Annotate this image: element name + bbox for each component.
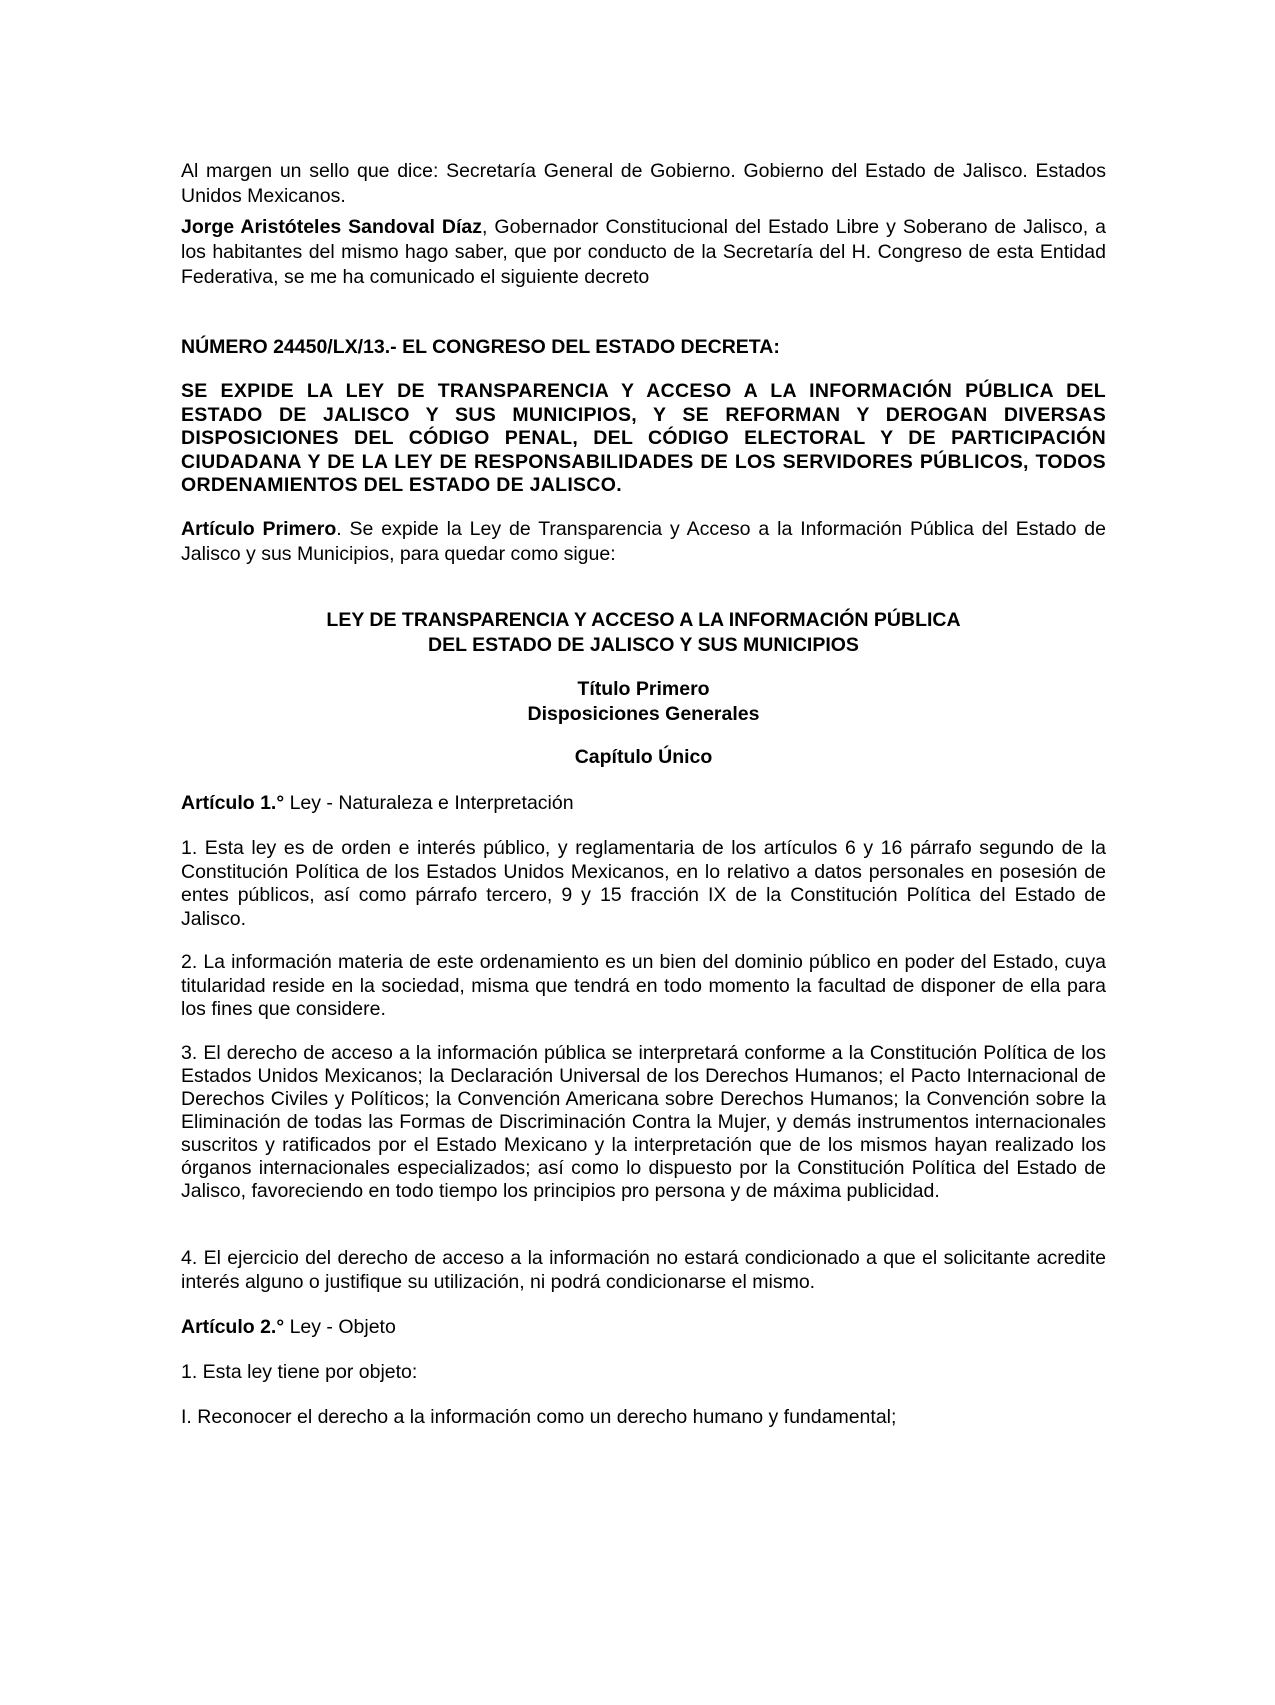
article-1-paragraph-4: 4. El ejercicio del derecho de acceso a la información no estará condicionado a que el solicitante acredite interés alguno o justifique su utilización, ni podrá condicionarse el mismo. — [181, 1247, 1106, 1293]
capitulo-heading: Capítulo Único — [574, 746, 713, 768]
decree-number: NÚMERO 24450/LX/13.- EL CONGRESO DEL ESTADO DECRETA: — [181, 336, 780, 358]
governor-text: , Gobernador Constitucional del Estado Libre y Soberano de Jalisco, a los habitantes del mismo hago saber, que por conducto de la Secretaría del H. Congreso de esta Entidad Federativa, se me ha comunicado el siguiente decreto — [181, 216, 1106, 288]
article-primero-paragraph: Artículo Primero. Se expide la Ley de Transparencia y Acceso a la Información Pública del Estado de Jalisco y sus Municipios, para quedar como sigue: — [181, 518, 1106, 565]
article-primero-label: Artículo Primero — [181, 518, 337, 540]
governor-paragraph — [181, 215, 1106, 290]
article-1-heading: Artículo 1.° Ley - Naturaleza e Interpretación — [181, 792, 574, 814]
article-1-paragraph-3: 3. El derecho de acceso a la información pública se interpretará conforme a la Constitución Política de los Estados Unidos Mexicanos; la Declaración Universal de los Derechos Humanos; el Pacto Internacional de Derechos Civiles y Políticos; la Convención Americana sobre Derechos Humanos; la Convención sobre la Eliminación de todas las Formas de Discriminación Contra la Mujer, y demás instrumentos internacionales suscritos y ratificados por el Estado Mexicano y la interpretación que de los mismos hayan realizado los órganos internacionales especializados; así como lo dispuesto por la Constitución Política del Estado de Jalisco, favoreciendo en todo tiempo los principios pro persona y de máxima publicidad. — [181, 1042, 1106, 1202]
titulo-heading: Título Primero Disposiciones Generales — [527, 678, 760, 725]
seal-paragraph: Al margen un sello que dice: Secretaría General de Gobierno. Gobierno del Estado de Jalisco. Estados Unidos Mexicanos. — [181, 160, 1106, 207]
article-2-fraction-1: I. Reconocer el derecho a la información como un derecho humano y fundamental; — [181, 1406, 897, 1428]
article-2-heading: Artículo 2.° Ley - Objeto — [181, 1316, 396, 1338]
article-1-paragraph-1: 1. Esta ley es de orden e interés público, y reglamentaria de los artículos 6 y 16 párrafo segundo de la Constitución Política de los Estados Unidos Mexicanos, en lo relativo a datos personales en posesión de entes públicos, así como párrafo tercero, 9 y 15 fracción IX de la Constitución Política del Estado de Jalisco. — [181, 837, 1106, 930]
article-2-paragraph-1: 1. Esta ley tiene por objeto: — [181, 1361, 418, 1383]
law-title: LEY DE TRANSPARENCIA Y ACCESO A LA INFORMACIÓN PÚBLICA DEL ESTADO DE JALISCO Y SUS MUNICIPIOS — [326, 609, 961, 656]
decree-summary: SE EXPIDE LA LEY DE TRANSPARENCIA Y ACCESO A LA INFORMACIÓN PÚBLICA DEL ESTADO DE JALISCO Y SUS MUNICIPIOS, Y SE REFORMAN Y DEROGAN DIVERSAS DISPOSICIONES DEL CÓDIGO PENAL, DEL CÓDIGO ELECTORAL Y DE PARTICIPACIÓN CIUDADANA Y DE LA LEY DE RESPONSABILIDADES DE LOS SERVIDORES PÚBLICOS, TODOS ORDENAMIENTOS DEL ESTADO DE JALISCO. — [181, 380, 1106, 496]
governor-name: Jorge Aristóteles Sandoval Díaz — [181, 216, 482, 238]
article-1-paragraph-2: 2. La información materia de este ordenamiento es un bien del dominio público en poder del Estado, cuya titularidad reside en la sociedad, misma que tendrá en todo momento la facultad de disponer de ella para los fines que considere. — [181, 951, 1106, 1020]
